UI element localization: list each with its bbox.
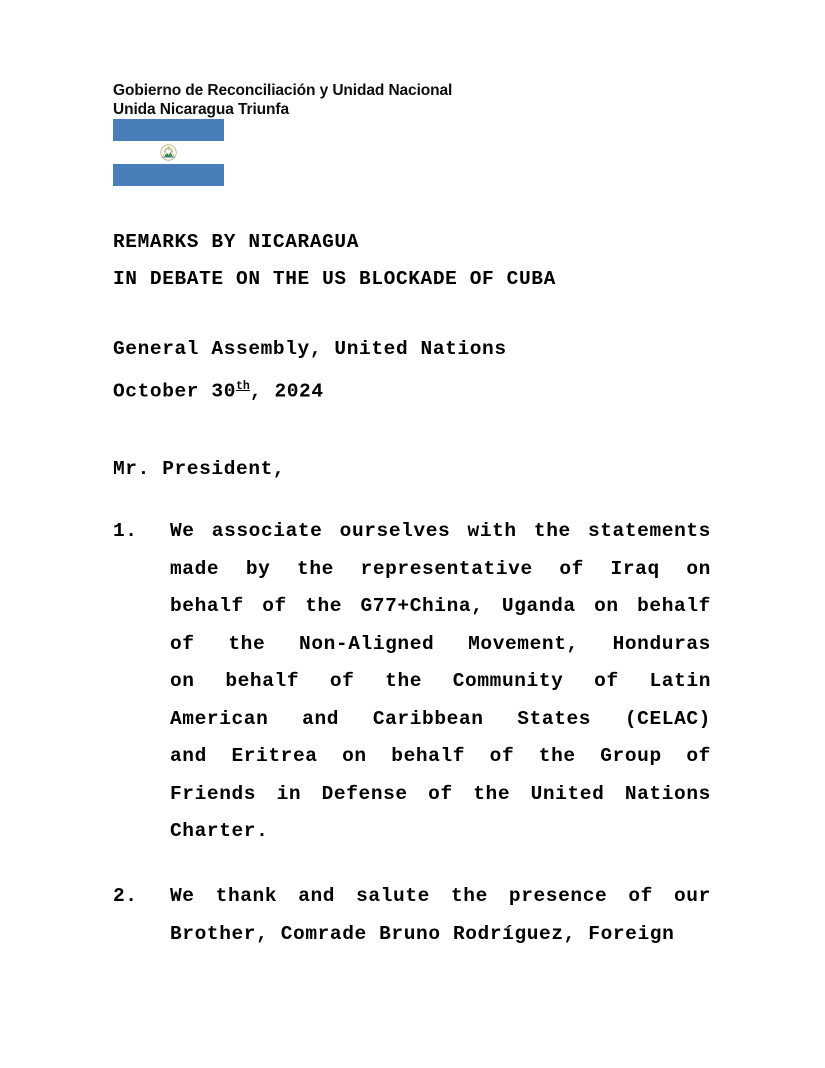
word: behalf bbox=[225, 670, 300, 692]
letterhead-line-2: Unida Nicaragua Triunfa bbox=[113, 101, 289, 118]
word: on bbox=[170, 670, 195, 692]
word: Latin bbox=[649, 670, 711, 692]
word: the bbox=[297, 557, 334, 580]
salutation bbox=[113, 451, 285, 488]
word: in bbox=[276, 782, 302, 805]
date-ordinal: th bbox=[236, 380, 250, 393]
word: associate bbox=[211, 520, 323, 542]
flag-stripe-bottom bbox=[113, 164, 224, 186]
word: the bbox=[305, 595, 343, 617]
venue-and-date bbox=[113, 331, 507, 411]
paragraph-line bbox=[170, 701, 711, 739]
word: thank bbox=[215, 885, 278, 907]
paragraph-number: 1. bbox=[113, 520, 138, 542]
word: our bbox=[674, 885, 711, 907]
paragraph-line bbox=[170, 663, 711, 701]
paragraph-number: 2. bbox=[113, 885, 138, 907]
word: salute bbox=[356, 885, 430, 907]
word: Non-Aligned bbox=[299, 632, 435, 655]
paragraph-body bbox=[170, 878, 711, 953]
nicaragua-coat-of-arms-icon bbox=[160, 144, 177, 161]
word: statements bbox=[587, 520, 711, 542]
word: and bbox=[302, 707, 340, 730]
word: G77+China, bbox=[360, 595, 484, 617]
title-line-2: IN DEBATE ON THE US BLOCKADE OF CUBA bbox=[113, 268, 556, 290]
word: of bbox=[489, 745, 515, 767]
word: Community bbox=[452, 670, 564, 692]
word: by bbox=[245, 557, 271, 580]
word: Eritrea bbox=[231, 745, 318, 767]
numbered-paragraph bbox=[113, 878, 711, 953]
word: States bbox=[517, 707, 592, 730]
word: behalf bbox=[170, 595, 244, 617]
word: Honduras bbox=[612, 632, 711, 655]
word: Movement, bbox=[468, 632, 579, 655]
nicaragua-flag bbox=[113, 119, 224, 186]
word: the bbox=[473, 782, 511, 805]
word: on bbox=[594, 595, 619, 617]
paragraph-line bbox=[170, 551, 711, 589]
word: on bbox=[686, 557, 711, 580]
paragraph-line bbox=[170, 878, 711, 916]
salutation-text: Mr. President, bbox=[113, 458, 286, 480]
date-suffix: , 2024 bbox=[249, 380, 324, 403]
word: the bbox=[385, 670, 423, 692]
word: Uganda bbox=[501, 595, 576, 617]
paragraph-line bbox=[170, 513, 711, 551]
word: Nations bbox=[624, 782, 711, 805]
letterhead bbox=[113, 81, 713, 119]
word: of bbox=[628, 885, 653, 907]
document-title bbox=[113, 224, 556, 298]
date-prefix: October 30 bbox=[113, 380, 237, 403]
word: made bbox=[170, 557, 220, 580]
word: on bbox=[342, 745, 367, 767]
word: American bbox=[170, 707, 269, 730]
paragraph-line bbox=[170, 588, 711, 626]
date-line bbox=[113, 368, 507, 411]
paragraph-line bbox=[170, 738, 711, 776]
word: of bbox=[559, 557, 584, 580]
word: of bbox=[262, 595, 287, 617]
venue-line: General Assembly, United Nations bbox=[113, 338, 507, 360]
word: of bbox=[170, 632, 195, 655]
word: of bbox=[428, 782, 453, 805]
word: We bbox=[170, 885, 195, 907]
word: of bbox=[329, 670, 355, 692]
word: of bbox=[686, 745, 711, 767]
word: Group bbox=[600, 745, 662, 767]
word: representative bbox=[360, 557, 533, 580]
word: ourselves bbox=[339, 520, 451, 542]
paragraph-line: Brother, Comrade Bruno Rodríguez, Foreign bbox=[170, 922, 675, 945]
word: of bbox=[594, 670, 619, 692]
flag-stripe-top bbox=[113, 119, 224, 141]
word: the bbox=[450, 885, 488, 907]
word: Friends bbox=[170, 782, 257, 805]
word: (CELAC) bbox=[624, 707, 711, 730]
paragraph-line bbox=[170, 626, 711, 664]
paragraph-body bbox=[170, 513, 711, 851]
word: Caribbean bbox=[372, 707, 484, 730]
word: Defense bbox=[321, 782, 408, 805]
word: the bbox=[228, 632, 266, 655]
word: We bbox=[170, 520, 195, 542]
word: behalf bbox=[637, 595, 711, 617]
paragraph-line: Charter. bbox=[170, 820, 269, 842]
word: the bbox=[533, 520, 571, 542]
word: and bbox=[298, 885, 336, 907]
word: the bbox=[538, 745, 576, 767]
word: and bbox=[170, 745, 207, 767]
word: behalf bbox=[391, 745, 466, 767]
word: United bbox=[530, 782, 605, 805]
letterhead-line-1: Gobierno de Reconciliación y Unidad Nacional bbox=[113, 82, 453, 99]
numbered-paragraph bbox=[113, 513, 711, 851]
title-line-1: REMARKS BY NICARAGUA bbox=[113, 231, 360, 253]
word: Iraq bbox=[610, 557, 660, 580]
paragraph-line bbox=[170, 776, 711, 814]
word: presence bbox=[508, 885, 608, 907]
word: with bbox=[467, 520, 517, 542]
